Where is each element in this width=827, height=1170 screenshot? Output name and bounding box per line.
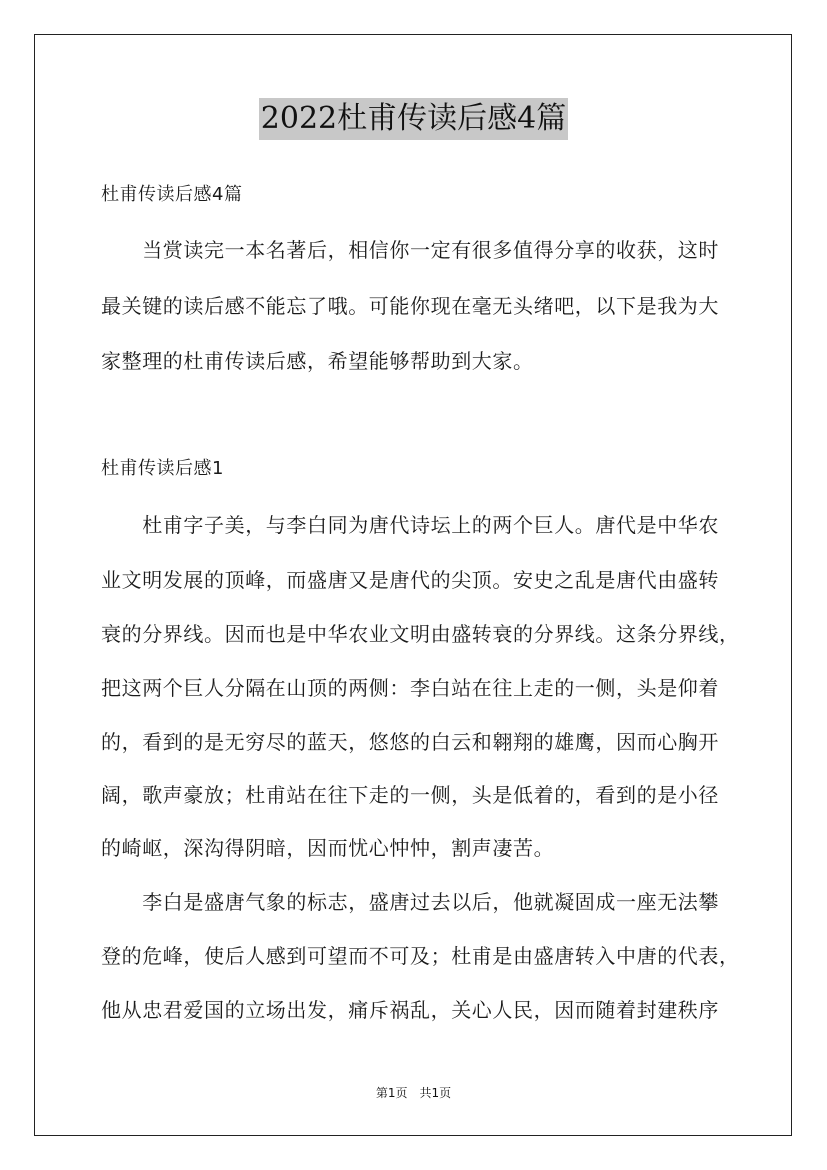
paragraph-line: 他从忠君爱国的立场出发，痛斥祸乱，关心人民，因而随着封建秩序 (101, 998, 719, 1022)
page-number-footer: 第1页 共1页 (375, 1086, 452, 1100)
intro-line: 当赏读完一本名著后，相信你一定有很多值得分享的收获，这时 (101, 238, 719, 262)
section-heading: 杜甫传读后感1 (101, 458, 224, 479)
paragraph-line: 的崎岖，深沟得阴暗，因而忧心忡忡，割声凄苦。 (101, 836, 555, 860)
paragraph-line: 衰的分界线。因而也是中华农业文明由盛转衰的分界线。这条分界线， (101, 622, 740, 646)
paragraph-line: 杜甫字子美，与李白同为唐代诗坛上的两个巨人。唐代是中华农 (101, 513, 719, 537)
document-title: 2022杜甫传读后感4篇 (259, 98, 568, 140)
paragraph-line: 登的危峰，使后人感到可望而不可及；杜甫是由盛唐转入中唐的代表， (101, 944, 740, 968)
paragraph-line: 把这两个巨人分隔在山顶的两侧：李白站在往上走的一侧，头是仰着 (101, 676, 719, 700)
paragraph-line: 李白是盛唐气象的标志，盛唐过去以后，他就凝固成一座无法攀 (101, 890, 719, 914)
intro-line: 最关键的读后感不能忘了哦。可能你现在毫无头绪吧，以下是我为大 (101, 294, 719, 318)
paragraph-line: 业文明发展的顶峰，而盛唐又是唐代的尖顶。安史之乱是唐代由盛转 (101, 568, 719, 592)
intro-line: 家整理的杜甫传读后感，希望能够帮助到大家。 (101, 349, 534, 373)
paragraph-line: 的，看到的是无穷尽的蓝天，悠悠的白云和翱翔的雄鹰，因而心胸开 (101, 730, 719, 754)
document-subtitle: 杜甫传读后感4篇 (101, 184, 243, 205)
paragraph-line: 阔，歌声豪放；杜甫站在往下走的一侧，头是低着的，看到的是小径 (101, 783, 719, 807)
